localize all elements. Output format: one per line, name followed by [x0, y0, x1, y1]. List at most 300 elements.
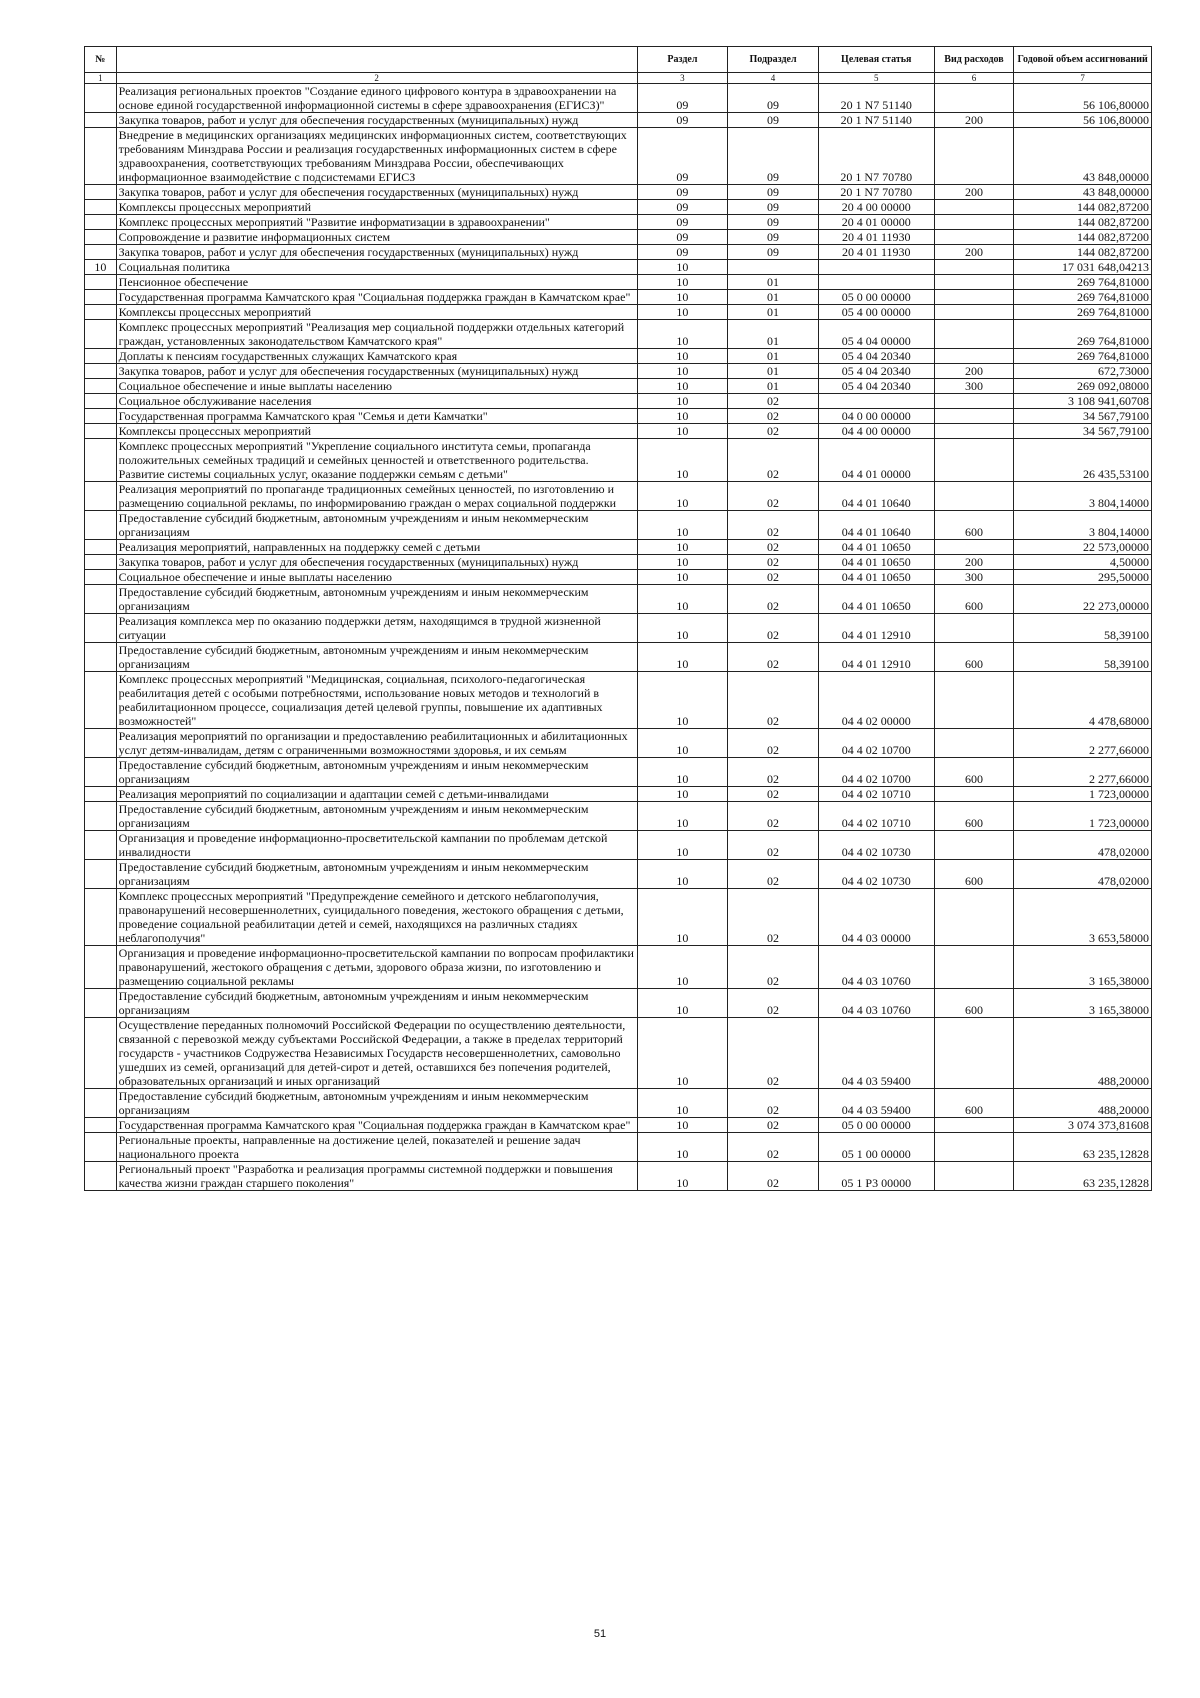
row-number	[85, 570, 117, 585]
column-number: 7	[1014, 73, 1152, 84]
row-razdel: 10	[637, 275, 728, 290]
row-name: Организация и проведение информационно-просветительской кампании по вопросам профилактики правонарушений, жестокого обращения с детьми, здорового образа жизни, по изготовлению и размещению социальной рекламы	[116, 946, 637, 989]
row-name: Предоставление субсидий бюджетным, автономным учреждениям и иным некоммерческим организациям	[116, 758, 637, 787]
row-expense	[934, 831, 1014, 860]
row-name: Государственная программа Камчатского края "Семья и дети Камчатки"	[116, 409, 637, 424]
row-name: Региональные проекты, направленные на достижение целей, показателей и решение задач национального проекта	[116, 1133, 637, 1162]
row-number	[85, 409, 117, 424]
row-amount: 58,39100	[1014, 614, 1152, 643]
row-number	[85, 349, 117, 364]
row-razdel: 10	[637, 643, 728, 672]
row-podrazdel: 09	[728, 215, 819, 230]
row-name: Реализация комплекса мер по оказанию поддержки детям, находящимся в трудной жизненной ситуации	[116, 614, 637, 643]
row-amount: 3 653,58000	[1014, 889, 1152, 946]
row-expense	[934, 614, 1014, 643]
row-amount: 144 082,87200	[1014, 200, 1152, 215]
row-number	[85, 729, 117, 758]
row-number	[85, 275, 117, 290]
row-podrazdel: 02	[728, 1133, 819, 1162]
table-row	[85, 320, 1152, 349]
row-target: 05 4 00 00000	[818, 305, 934, 320]
row-target: 20 1 N7 51140	[818, 113, 934, 128]
row-razdel: 10	[637, 889, 728, 946]
row-expense	[934, 349, 1014, 364]
row-amount: 3 165,38000	[1014, 946, 1152, 989]
page-number: 51	[593, 1628, 607, 1640]
row-expense: 200	[934, 555, 1014, 570]
table-row	[85, 200, 1152, 215]
row-name: Комплекс процессных мероприятий "Реализация мер социальной поддержки отдельных категорий граждан, установленных законодательством Камчатского края"	[116, 320, 637, 349]
row-number	[85, 802, 117, 831]
row-expense	[934, 305, 1014, 320]
row-podrazdel: 02	[728, 672, 819, 729]
row-expense: 600	[934, 860, 1014, 889]
row-name: Социальное обслуживание населения	[116, 394, 637, 409]
row-podrazdel: 02	[728, 1118, 819, 1133]
row-amount: 56 106,80000	[1014, 84, 1152, 113]
row-podrazdel: 09	[728, 128, 819, 185]
row-amount: 478,02000	[1014, 860, 1152, 889]
row-expense: 600	[934, 802, 1014, 831]
row-target: 20 1 N7 70780	[818, 185, 934, 200]
row-target: 05 4 04 20340	[818, 364, 934, 379]
row-razdel: 10	[637, 511, 728, 540]
row-amount: 269 092,08000	[1014, 379, 1152, 394]
row-razdel: 10	[637, 260, 728, 275]
row-podrazdel: 02	[728, 860, 819, 889]
row-razdel: 10	[637, 758, 728, 787]
row-target: 20 4 01 11930	[818, 245, 934, 260]
row-number	[85, 643, 117, 672]
row-name: Социальная политика	[116, 260, 637, 275]
row-number	[85, 128, 117, 185]
row-amount: 3 108 941,60708	[1014, 394, 1152, 409]
header-razdel: Раздел	[637, 47, 728, 73]
table-row	[85, 1118, 1152, 1133]
column-number: 2	[116, 73, 637, 84]
row-name: Комплексы процессных мероприятий	[116, 305, 637, 320]
table-row	[85, 230, 1152, 245]
row-amount: 3 074 373,81608	[1014, 1118, 1152, 1133]
row-name: Организация и проведение информационно-просветительской кампании по проблемам детской инвалидности	[116, 831, 637, 860]
row-podrazdel: 09	[728, 200, 819, 215]
table-row	[85, 1162, 1152, 1191]
row-amount: 488,20000	[1014, 1018, 1152, 1089]
table-row	[85, 802, 1152, 831]
row-expense: 600	[934, 585, 1014, 614]
row-expense: 600	[934, 643, 1014, 672]
row-expense	[934, 729, 1014, 758]
row-razdel: 10	[637, 860, 728, 889]
row-name: Предоставление субсидий бюджетным, автономным учреждениям и иным некоммерческим организациям	[116, 802, 637, 831]
table-row	[85, 570, 1152, 585]
row-name: Закупка товаров, работ и услуг для обеспечения государственных (муниципальных) нужд	[116, 555, 637, 570]
row-number	[85, 200, 117, 215]
row-razdel: 10	[637, 831, 728, 860]
row-amount: 34 567,79100	[1014, 409, 1152, 424]
row-amount: 26 435,53100	[1014, 439, 1152, 482]
row-podrazdel: 01	[728, 364, 819, 379]
row-name: Реализация мероприятий, направленных на поддержку семей с детьми	[116, 540, 637, 555]
row-amount: 2 277,66000	[1014, 758, 1152, 787]
row-expense: 600	[934, 758, 1014, 787]
row-name: Региональный проект "Разработка и реализация программы системной поддержки и повышения качества жизни граждан старшего поколения"	[116, 1162, 637, 1191]
row-razdel: 10	[637, 946, 728, 989]
row-name: Сопровождение и развитие информационных систем	[116, 230, 637, 245]
row-target: 04 4 02 10730	[818, 831, 934, 860]
row-razdel: 09	[637, 215, 728, 230]
row-expense: 600	[934, 1089, 1014, 1118]
table-row	[85, 758, 1152, 787]
table-row	[85, 585, 1152, 614]
row-amount: 269 764,81000	[1014, 275, 1152, 290]
column-number: 3	[637, 73, 728, 84]
row-podrazdel: 02	[728, 482, 819, 511]
row-expense	[934, 128, 1014, 185]
row-amount: 34 567,79100	[1014, 424, 1152, 439]
row-razdel: 10	[637, 1089, 728, 1118]
row-name: Комплекс процессных мероприятий "Предупреждение семейного и детского неблагополучия, правонарушений несовершеннолетних, суицидального поведения, жестокого обращения с детьми, проведение социальной реабилитации детей и семей, находящихся на различных стадиях неблагополучия"	[116, 889, 637, 946]
column-number: 6	[934, 73, 1014, 84]
table-row	[85, 540, 1152, 555]
row-amount: 63 235,12828	[1014, 1133, 1152, 1162]
row-podrazdel: 01	[728, 320, 819, 349]
row-amount: 17 031 648,04213	[1014, 260, 1152, 275]
row-expense: 200	[934, 364, 1014, 379]
row-number	[85, 1089, 117, 1118]
row-expense	[934, 320, 1014, 349]
row-razdel: 10	[637, 802, 728, 831]
row-amount: 4 478,68000	[1014, 672, 1152, 729]
row-razdel: 10	[637, 349, 728, 364]
row-number	[85, 424, 117, 439]
row-target: 04 4 02 10710	[818, 802, 934, 831]
row-amount: 488,20000	[1014, 1089, 1152, 1118]
row-razdel: 10	[637, 614, 728, 643]
row-amount: 43 848,00000	[1014, 128, 1152, 185]
row-razdel: 10	[637, 1018, 728, 1089]
row-podrazdel: 01	[728, 379, 819, 394]
row-number	[85, 758, 117, 787]
row-target: 04 4 02 10700	[818, 758, 934, 787]
row-podrazdel: 09	[728, 245, 819, 260]
table-row	[85, 364, 1152, 379]
row-number	[85, 555, 117, 570]
row-razdel: 10	[637, 394, 728, 409]
row-target: 04 4 03 00000	[818, 889, 934, 946]
row-podrazdel: 02	[728, 643, 819, 672]
row-podrazdel: 01	[728, 290, 819, 305]
row-podrazdel: 01	[728, 275, 819, 290]
row-podrazdel: 02	[728, 946, 819, 989]
row-expense: 200	[934, 245, 1014, 260]
row-podrazdel: 02	[728, 802, 819, 831]
table-row	[85, 128, 1152, 185]
budget-table	[84, 46, 1152, 1191]
row-target: 20 4 01 00000	[818, 215, 934, 230]
table-body	[85, 84, 1152, 1191]
row-razdel: 09	[637, 230, 728, 245]
row-razdel: 10	[637, 555, 728, 570]
row-amount: 4,50000	[1014, 555, 1152, 570]
row-expense	[934, 482, 1014, 511]
row-name: Предоставление субсидий бюджетным, автономным учреждениям и иным некоммерческим организациям	[116, 860, 637, 889]
row-number	[85, 511, 117, 540]
row-razdel: 10	[637, 729, 728, 758]
row-number: 10	[85, 260, 117, 275]
row-name: Закупка товаров, работ и услуг для обеспечения государственных (муниципальных) нужд	[116, 113, 637, 128]
row-razdel: 10	[637, 1162, 728, 1191]
row-razdel: 09	[637, 84, 728, 113]
row-podrazdel: 02	[728, 1089, 819, 1118]
table-row	[85, 215, 1152, 230]
row-target: 04 4 01 10650	[818, 570, 934, 585]
row-razdel: 10	[637, 787, 728, 802]
table-row	[85, 409, 1152, 424]
row-expense	[934, 424, 1014, 439]
header-expense: Вид расходов	[934, 47, 1014, 73]
row-razdel: 09	[637, 200, 728, 215]
row-target: 04 4 03 10760	[818, 989, 934, 1018]
table-row	[85, 889, 1152, 946]
row-target: 05 1 00 00000	[818, 1133, 934, 1162]
row-target: 05 4 04 20340	[818, 379, 934, 394]
row-razdel: 10	[637, 409, 728, 424]
table-row	[85, 290, 1152, 305]
row-target	[818, 275, 934, 290]
row-expense	[934, 946, 1014, 989]
table-row	[85, 260, 1152, 275]
row-name: Закупка товаров, работ и услуг для обеспечения государственных (муниципальных) нужд	[116, 245, 637, 260]
row-target: 04 4 01 10640	[818, 482, 934, 511]
row-target: 20 1 N7 70780	[818, 128, 934, 185]
row-expense	[934, 215, 1014, 230]
row-number	[85, 831, 117, 860]
row-name: Комплексы процессных мероприятий	[116, 200, 637, 215]
row-amount: 269 764,81000	[1014, 349, 1152, 364]
row-expense	[934, 439, 1014, 482]
row-name: Комплексы процессных мероприятий	[116, 424, 637, 439]
row-target: 04 4 01 10650	[818, 555, 934, 570]
row-number	[85, 245, 117, 260]
row-target: 05 0 00 00000	[818, 1118, 934, 1133]
row-razdel: 10	[637, 305, 728, 320]
header-row	[85, 47, 1152, 73]
row-expense: 300	[934, 379, 1014, 394]
column-number: 5	[818, 73, 934, 84]
row-name: Социальное обеспечение и иные выплаты населению	[116, 570, 637, 585]
header-podrazdel: Подраздел	[728, 47, 819, 73]
row-number	[85, 290, 117, 305]
row-target	[818, 260, 934, 275]
row-number	[85, 1162, 117, 1191]
row-razdel: 09	[637, 245, 728, 260]
row-razdel: 10	[637, 290, 728, 305]
row-podrazdel: 02	[728, 540, 819, 555]
row-podrazdel: 02	[728, 424, 819, 439]
row-target: 05 0 00 00000	[818, 290, 934, 305]
row-expense: 600	[934, 511, 1014, 540]
table-row	[85, 275, 1152, 290]
row-name: Предоставление субсидий бюджетным, автономным учреждениям и иным некоммерческим организациям	[116, 643, 637, 672]
table-row	[85, 672, 1152, 729]
row-name: Реализация мероприятий по пропаганде традиционных семейных ценностей, по изготовлению и размещению социальной рекламы, по информированию граждан о мерах социальной поддержки	[116, 482, 637, 511]
row-amount: 2 277,66000	[1014, 729, 1152, 758]
row-number	[85, 614, 117, 643]
header-num: №	[85, 47, 117, 73]
row-podrazdel: 02	[728, 1018, 819, 1089]
row-podrazdel: 02	[728, 831, 819, 860]
table-row	[85, 394, 1152, 409]
table-row	[85, 555, 1152, 570]
row-target: 04 4 01 10640	[818, 511, 934, 540]
row-target: 04 4 02 00000	[818, 672, 934, 729]
row-expense	[934, 787, 1014, 802]
row-name: Комплекс процессных мероприятий "Медицинская, социальная, психолого-педагогическая реабилитация детей с особыми потребностями, использование новых методов и технологий в реабилитационном процессе, социализация детей целевой группы, повышение их адаптивных возможностей"	[116, 672, 637, 729]
row-podrazdel: 02	[728, 1162, 819, 1191]
row-amount: 269 764,81000	[1014, 305, 1152, 320]
row-number	[85, 439, 117, 482]
row-name: Реализация мероприятий по организации и предоставлению реабилитационных и абилитационных услуг детям-инвалидам, детям с ограниченными возможностями здоровья, и их семьям	[116, 729, 637, 758]
row-name: Предоставление субсидий бюджетным, автономным учреждениям и иным некоммерческим организациям	[116, 1089, 637, 1118]
row-podrazdel: 01	[728, 349, 819, 364]
table-row	[85, 860, 1152, 889]
row-amount: 1 723,00000	[1014, 787, 1152, 802]
row-target: 05 4 04 00000	[818, 320, 934, 349]
header-name	[116, 47, 637, 73]
row-number	[85, 1133, 117, 1162]
row-target: 04 4 03 10760	[818, 946, 934, 989]
row-podrazdel: 02	[728, 729, 819, 758]
row-razdel: 10	[637, 379, 728, 394]
row-name: Предоставление субсидий бюджетным, автономным учреждениям и иным некоммерческим организациям	[116, 511, 637, 540]
row-target: 20 4 00 00000	[818, 200, 934, 215]
row-expense	[934, 275, 1014, 290]
row-name: Комплекс процессных мероприятий "Укрепление социального института семьи, пропаганда положительных семейных традиций и семейных ценностей и ответственного родительства. Развитие системы социальных услуг, оказание поддержки семьям с детьми"	[116, 439, 637, 482]
row-target: 04 4 03 59400	[818, 1089, 934, 1118]
row-expense	[934, 540, 1014, 555]
row-podrazdel: 02	[728, 570, 819, 585]
row-expense	[934, 290, 1014, 305]
row-amount: 3 804,14000	[1014, 511, 1152, 540]
row-razdel: 10	[637, 1133, 728, 1162]
row-name: Закупка товаров, работ и услуг для обеспечения государственных (муниципальных) нужд	[116, 364, 637, 379]
row-amount: 478,02000	[1014, 831, 1152, 860]
table-row	[85, 305, 1152, 320]
row-podrazdel: 02	[728, 394, 819, 409]
row-number	[85, 482, 117, 511]
row-expense: 300	[934, 570, 1014, 585]
table-row	[85, 482, 1152, 511]
table-row	[85, 787, 1152, 802]
row-expense: 200	[934, 185, 1014, 200]
row-expense	[934, 394, 1014, 409]
row-number	[85, 230, 117, 245]
row-amount: 144 082,87200	[1014, 215, 1152, 230]
table-row	[85, 729, 1152, 758]
row-name: Доплаты к пенсиям государственных служащих Камчатского края	[116, 349, 637, 364]
row-amount: 295,50000	[1014, 570, 1152, 585]
row-target: 04 4 01 00000	[818, 439, 934, 482]
row-expense	[934, 672, 1014, 729]
row-expense	[934, 1118, 1014, 1133]
row-razdel: 10	[637, 585, 728, 614]
row-target	[818, 394, 934, 409]
row-razdel: 10	[637, 364, 728, 379]
row-amount: 22 573,00000	[1014, 540, 1152, 555]
row-number	[85, 672, 117, 729]
row-name: Предоставление субсидий бюджетным, автономным учреждениям и иным некоммерческим организациям	[116, 585, 637, 614]
row-target: 04 4 00 00000	[818, 424, 934, 439]
row-razdel: 10	[637, 424, 728, 439]
row-podrazdel: 02	[728, 511, 819, 540]
row-number	[85, 215, 117, 230]
row-target: 04 4 01 12910	[818, 643, 934, 672]
row-target: 04 4 01 10650	[818, 540, 934, 555]
row-expense	[934, 84, 1014, 113]
row-target: 04 4 01 12910	[818, 614, 934, 643]
row-number	[85, 394, 117, 409]
row-expense	[934, 889, 1014, 946]
row-amount: 56 106,80000	[1014, 113, 1152, 128]
row-name: Осуществление переданных полномочий Российской Федерации по осуществлению деятельности, связанной с перевозкой между субъектами Российской Федерации, а также в пределах территорий государств - участников Содружества Независимых Государств несовершеннолетних, самовольно ушедших из семей, организаций для детей-сирот и детей, оставшихся без попечения родителей, образовательных организаций и иных организаций	[116, 1018, 637, 1089]
row-razdel: 09	[637, 128, 728, 185]
column-number: 4	[728, 73, 819, 84]
table-row	[85, 511, 1152, 540]
row-amount: 3 804,14000	[1014, 482, 1152, 511]
header-target: Целевая статья	[818, 47, 934, 73]
row-amount: 269 764,81000	[1014, 320, 1152, 349]
row-number	[85, 989, 117, 1018]
row-razdel: 10	[637, 540, 728, 555]
row-amount: 63 235,12828	[1014, 1162, 1152, 1191]
table-row	[85, 113, 1152, 128]
row-podrazdel: 09	[728, 185, 819, 200]
row-expense: 600	[934, 989, 1014, 1018]
row-name: Социальное обеспечение и иные выплаты населению	[116, 379, 637, 394]
row-amount: 43 848,00000	[1014, 185, 1152, 200]
table-row	[85, 831, 1152, 860]
row-name: Реализация региональных проектов "Создание единого цифрового контура в здравоохранении на основе единой государственной информационной системы в сфере здравоохранения (ЕГИСЗ)"	[116, 84, 637, 113]
column-number-row	[85, 73, 1152, 84]
row-number	[85, 305, 117, 320]
row-number	[85, 320, 117, 349]
row-number	[85, 84, 117, 113]
row-name: Комплекс процессных мероприятий "Развитие информатизации в здравоохранении"	[116, 215, 637, 230]
row-number	[85, 1018, 117, 1089]
row-name: Предоставление субсидий бюджетным, автономным учреждениям и иным некоммерческим организациям	[116, 989, 637, 1018]
table-row	[85, 349, 1152, 364]
row-number	[85, 946, 117, 989]
row-amount: 144 082,87200	[1014, 245, 1152, 260]
row-target: 20 4 01 11930	[818, 230, 934, 245]
row-podrazdel	[728, 260, 819, 275]
row-razdel: 10	[637, 672, 728, 729]
row-expense: 200	[934, 113, 1014, 128]
row-number	[85, 185, 117, 200]
table-row	[85, 614, 1152, 643]
table-row	[85, 379, 1152, 394]
row-expense	[934, 230, 1014, 245]
row-target: 04 0 00 00000	[818, 409, 934, 424]
row-podrazdel: 01	[728, 305, 819, 320]
row-razdel: 10	[637, 482, 728, 511]
row-podrazdel: 02	[728, 787, 819, 802]
row-podrazdel: 02	[728, 889, 819, 946]
row-target: 05 4 04 20340	[818, 349, 934, 364]
row-target: 04 4 02 10730	[818, 860, 934, 889]
row-podrazdel: 09	[728, 230, 819, 245]
